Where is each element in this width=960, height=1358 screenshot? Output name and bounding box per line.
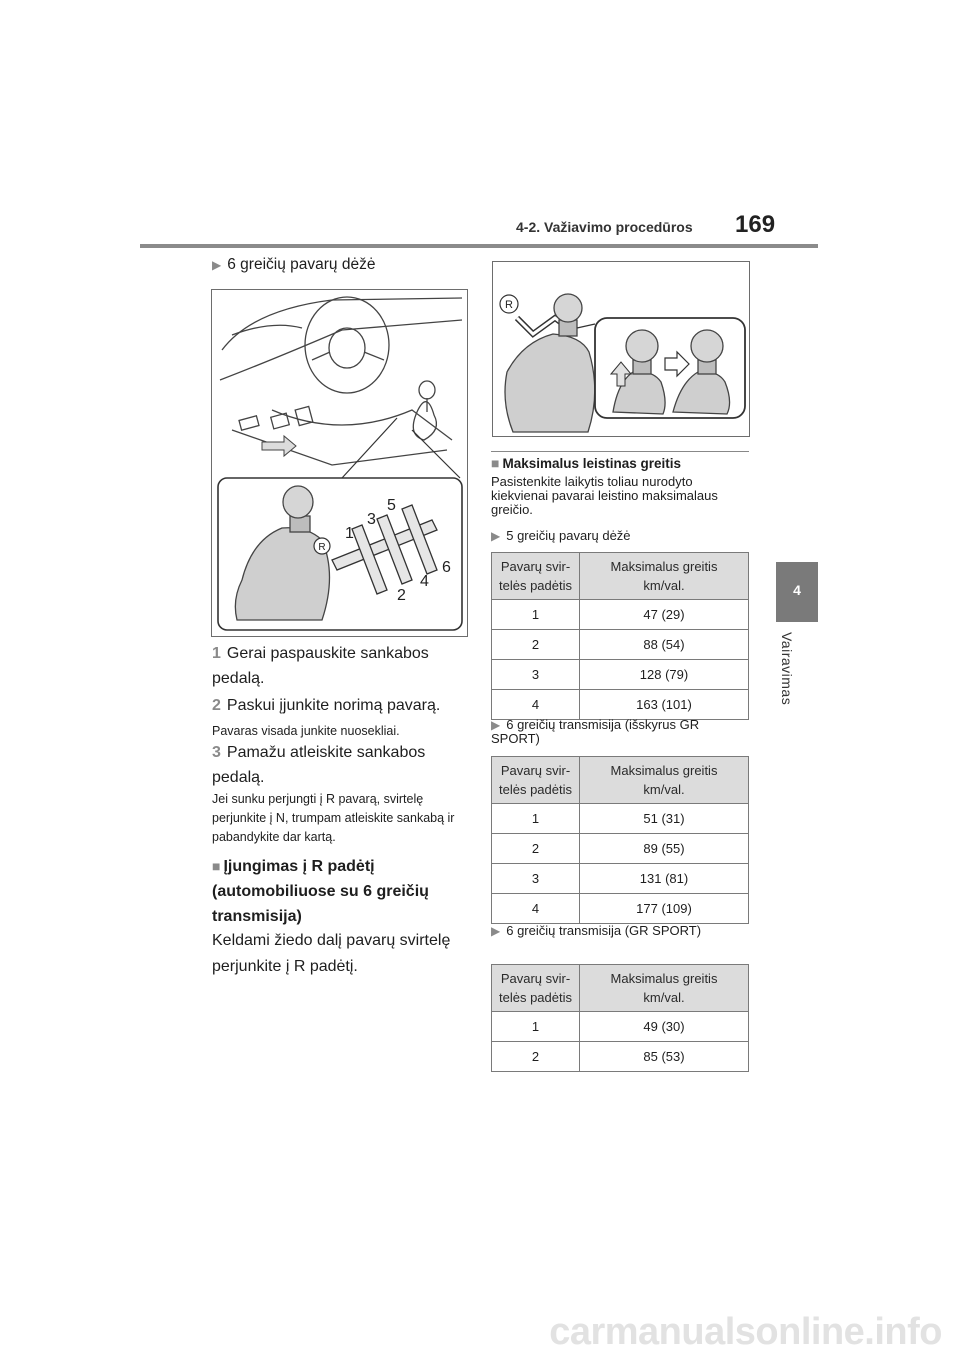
- gearbox-bullet: ▶ 6 greičių pavarų dėžė: [212, 256, 376, 273]
- gear-label-3: 3: [367, 511, 376, 528]
- triangle-bullet-icon: ▶: [491, 924, 501, 938]
- gear-label-6: 6: [442, 559, 451, 576]
- table-row: 3 128 (79): [492, 660, 749, 690]
- table-row: 4 177 (109): [492, 894, 749, 924]
- speed-table-6gear: [491, 756, 749, 924]
- gear-label-4: 4: [420, 573, 429, 590]
- gear-label-5: 5: [387, 497, 396, 514]
- reverse-body: Keldami žiedo dalį pavarų svirtelę perjunkite į R padėtį.: [212, 932, 451, 975]
- table-row: 3 131 (81): [492, 864, 749, 894]
- step-2: 2 Paskui įjunkite norimą pavarą.: [212, 697, 441, 714]
- header-rule: [140, 244, 818, 248]
- table-row: 1 49 (30): [492, 1012, 749, 1042]
- cabin-gear-svg: [212, 290, 467, 636]
- step-3: 3 Pamažu atleiskite sankabos pedalą.: [212, 744, 426, 786]
- gear-label-2: 2: [397, 587, 406, 604]
- table-header-row: [492, 757, 749, 804]
- table2-title: ▶ 6 greičių transmisija (išskyrus GR SPORT): [491, 717, 700, 746]
- reverse-ring-illustration: [492, 261, 750, 437]
- max-speed-heading: ■ Maksimalus leistinas greitis: [491, 455, 682, 471]
- max-speed-body: Pasistenkite laikytis toliau nurodyto kiekvienai pavarai leistino maksimalaus greičio.: [491, 474, 718, 517]
- table-row: 2 89 (55): [492, 834, 749, 864]
- table-row: 2 85 (53): [492, 1042, 749, 1072]
- table-row: 2 88 (54): [492, 630, 749, 660]
- reverse-heading: ■ Įjungimas į R padėtį (automobiliuose su 6 greičių transmisija): [212, 858, 429, 925]
- chapter-label: Vairavimas: [779, 632, 795, 706]
- col-speed-header: Maksimalus greitis km/val.: [580, 757, 749, 804]
- col-speed-header: Maksimalus greitis km/val.: [580, 553, 749, 600]
- reverse-label: R: [318, 542, 326, 553]
- table3-title: ▶ 6 greičių transmisija (GR SPORT): [491, 923, 702, 938]
- table-header-row: [492, 965, 749, 1012]
- col-speed-header: Maksimalus greitis km/val.: [580, 965, 749, 1012]
- speed-table-5gear: [491, 552, 749, 720]
- max-speed-rule: [491, 451, 749, 452]
- triangle-bullet-icon: ▶: [491, 718, 501, 732]
- section-title: 4-2. Važiavimo procedūros: [516, 219, 693, 235]
- triangle-bullet-icon: ▶: [491, 529, 501, 543]
- col-position-header: Pavarų svir-telės padėtis: [492, 553, 580, 600]
- triangle-bullet-icon: ▶: [212, 258, 222, 272]
- table-header-row: [492, 553, 749, 600]
- col-position-header: Pavarų svir-telės padėtis: [492, 757, 580, 804]
- gear-shift-illustration: [211, 289, 468, 637]
- page-number: 169: [735, 211, 776, 238]
- table-row: 1 51 (31): [492, 804, 749, 834]
- table1-title: ▶ 5 greičių pavarų dėžė: [491, 528, 631, 543]
- square-bullet-icon: ■: [212, 858, 221, 874]
- watermark: carmanualsonline.info: [549, 1311, 942, 1353]
- step-1: 1 Gerai paspauskite sankabos pedalą.: [212, 645, 429, 687]
- speed-table-6gear-grsport: [491, 964, 749, 1072]
- col-position-header: Pavarų svir-telės padėtis: [492, 965, 580, 1012]
- note-sequential: Pavaras visada junkite nuosekliai.: [212, 724, 400, 738]
- reverse-ring-svg: [493, 262, 749, 436]
- table-row: 1 47 (29): [492, 600, 749, 630]
- table-row: 4 163 (101): [492, 690, 749, 720]
- chapter-number: 4: [793, 582, 801, 598]
- note-reverse-difficulty: Jei sunku perjungti į R pavarą, svirtelę perjunkite į N, trumpam atleiskite sankabą ir pabandykite dar kartą.: [212, 792, 455, 844]
- square-bullet-icon: ■: [491, 455, 500, 471]
- reverse-r-label: R: [505, 299, 513, 311]
- gear-label-1: 1: [345, 525, 354, 542]
